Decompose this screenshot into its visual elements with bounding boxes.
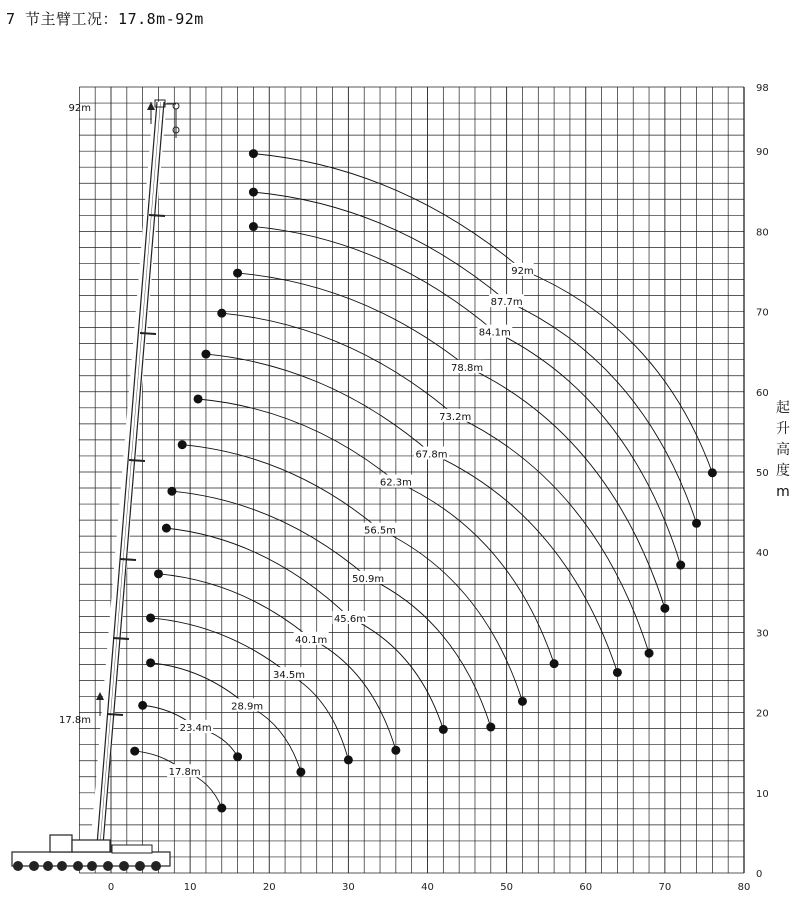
curve-label: 34.5m <box>273 670 306 682</box>
y-tick-label: 20 <box>756 708 769 720</box>
point-end <box>645 649 654 658</box>
x-tick-label: 30 <box>342 882 355 893</box>
point-end <box>439 725 448 734</box>
point-end <box>233 752 242 761</box>
point-start <box>249 188 258 197</box>
point-end <box>613 668 622 677</box>
curve-label: 84.1m <box>478 327 511 339</box>
curve-73.2m <box>222 313 649 653</box>
point-start <box>167 487 176 496</box>
marks <box>130 149 717 812</box>
point-end <box>660 604 669 613</box>
point-end <box>217 804 226 813</box>
point-start <box>146 613 155 622</box>
curve-label: 17.8m <box>168 767 201 779</box>
y-tick-label: 10 <box>756 788 769 800</box>
curve-label: 67.8m <box>415 449 448 461</box>
curve-label: 73.2m <box>439 411 472 423</box>
point-end <box>676 561 685 570</box>
point-start <box>178 440 187 449</box>
x-tick-label: 0 <box>107 882 115 893</box>
y-tick-label: 0 <box>756 869 763 880</box>
curve-17.8m <box>135 751 222 808</box>
boom-length-label: 92m <box>68 103 91 115</box>
x-tick-label: 10 <box>183 882 197 893</box>
curve-84.1m <box>253 227 680 565</box>
point-start <box>233 269 242 278</box>
y-tick-label: 40 <box>756 548 769 560</box>
point-end <box>518 697 527 706</box>
y-tick-label: 98 <box>756 83 769 94</box>
x-tick-label: 50 <box>500 882 513 893</box>
point-start <box>201 350 210 359</box>
point-end <box>391 746 400 755</box>
curve-78.8m <box>238 273 665 608</box>
curve-label: 78.8m <box>451 362 484 374</box>
curve-label: 23.4m <box>179 723 212 735</box>
x-tick-label: 80 <box>737 882 751 893</box>
x-tick-label: 60 <box>579 882 593 893</box>
x-tick-label: 40 <box>421 882 434 893</box>
curve-45.6m <box>166 525 443 729</box>
x-tick-label: 20 <box>262 882 276 893</box>
point-start <box>138 701 147 710</box>
point-start <box>130 747 139 756</box>
curve-label: 50.9m <box>352 573 385 585</box>
point-start <box>217 309 226 318</box>
curve-label: 92m <box>511 265 534 277</box>
point-start <box>249 149 258 158</box>
y-axis-label: 起升高度 m <box>776 400 790 500</box>
curve-label: 62.3m <box>379 477 412 489</box>
point-start <box>194 394 203 403</box>
x-tick-label: 70 <box>658 882 672 893</box>
point-start <box>146 658 155 667</box>
y-tick-label: 90 <box>756 147 769 159</box>
curve-label: 40.1m <box>295 634 328 646</box>
curve-92m <box>253 154 712 473</box>
point-start <box>154 569 163 578</box>
point-end <box>296 767 305 776</box>
y-tick-label: 80 <box>756 227 769 239</box>
chart-title: 7 节主臂工况：17.8m-92m <box>6 10 204 28</box>
point-end <box>708 468 717 477</box>
curve-label: 56.5m <box>364 525 397 537</box>
boom-length-label: 17.8m <box>58 715 91 727</box>
y-tick-label: 50 <box>756 467 769 479</box>
y-tick-label: 60 <box>756 387 769 399</box>
curve-label: 87.7m <box>490 297 523 309</box>
point-end <box>692 519 701 528</box>
curves <box>135 154 713 808</box>
point-end <box>550 659 559 668</box>
point-start <box>249 222 258 231</box>
point-end <box>344 755 353 764</box>
point-start <box>162 524 171 533</box>
y-tick-label: 30 <box>756 628 769 640</box>
point-end <box>486 723 495 732</box>
curve-50.9m <box>172 491 491 727</box>
curve-label: 28.9m <box>231 701 264 713</box>
curve-label: 45.6m <box>333 613 366 625</box>
y-tick-label: 70 <box>756 307 769 319</box>
